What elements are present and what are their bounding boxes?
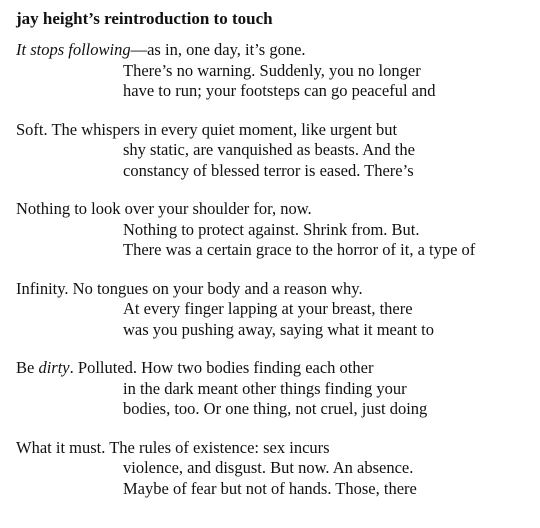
line-text: . Polluted. How two bodies finding each other [69, 358, 374, 377]
stanza-line [16, 40, 536, 61]
stanza-line-indented: bodies, too. Or one thing, not cruel, just doing [123, 399, 428, 418]
poem-page [16, 8, 536, 517]
italic-phrase: It stops following [16, 40, 131, 59]
stanza-line-indented: Maybe of fear but not of hands. Those, there [123, 478, 417, 498]
stanza-line [16, 358, 536, 379]
poem-title: jay height’s reintroduction to touch [16, 9, 273, 28]
stanza-line-indented: have to run; your footsteps can go peaceful and [123, 81, 436, 100]
stanza-line-indented: There’s no warning. Suddenly, you no longer [123, 60, 421, 80]
stanza-line: Soft. The whispers in every quiet moment, like urgent but [16, 119, 398, 139]
stanza-line: What it must. The rules of existence: sex incurs [16, 437, 330, 457]
stanza-5 [16, 358, 536, 420]
stanza-1 [16, 40, 536, 102]
stanza-3 [16, 199, 536, 261]
stanza-line-indented: shy static, are vanquished as beasts. And the [123, 140, 415, 159]
stanza-line: Infinity. No tongues on your body and a reason why. [16, 278, 363, 298]
stanza-2 [16, 120, 536, 182]
stanza-line-indented: Nothing to protect against. Shrink from. But. [123, 219, 420, 239]
stanza-line-indented: constancy of blessed terror is eased. There’s [123, 160, 414, 180]
stanza-line: Nothing to look over your shoulder for, now. [16, 199, 312, 218]
stanza-line-indented: in the dark meant other things finding your [123, 378, 407, 398]
stanza-line-indented: violence, and disgust. But now. An absence. [123, 458, 414, 477]
line-text: —as in, one day, it’s gone. [130, 40, 306, 59]
stanza-line-indented: At every finger lapping at your breast, there [123, 299, 413, 318]
stanza-4 [16, 279, 536, 341]
line-text: Be [16, 358, 39, 377]
stanza-line-indented: was you pushing away, saying what it meant to [123, 319, 435, 339]
italic-word: dirty [38, 358, 70, 377]
stanza-6 [16, 438, 536, 500]
stanza-line-indented: There was a certain grace to the horror of it, a type of [123, 240, 476, 259]
